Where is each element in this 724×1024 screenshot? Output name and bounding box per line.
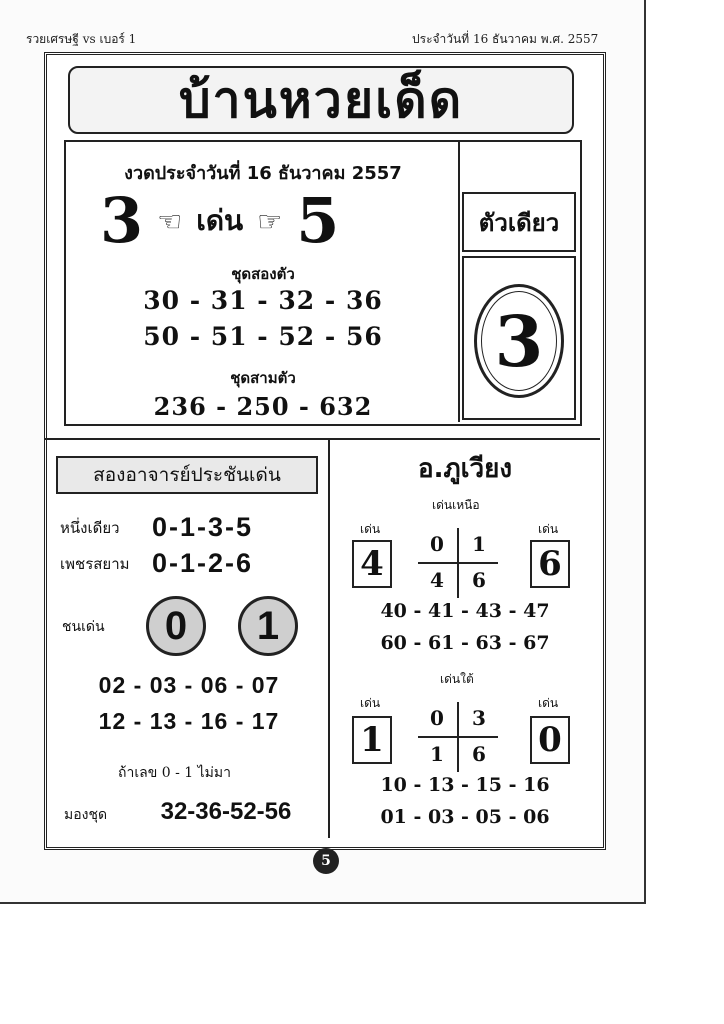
north-grid-cell: 0 [430, 532, 444, 556]
page-number: 5 [313, 848, 339, 874]
watch-set-value: 32-36-52-56 [160, 798, 292, 825]
left-row-1-value: 0-1-3-5 [152, 512, 254, 542]
south-grid-cell: 6 [472, 742, 486, 766]
north-heading: เด่นเหนือ [432, 498, 480, 512]
right-panel-title: อ.ภูเวียง [417, 454, 513, 484]
clash-label: ชนเด่น [62, 619, 105, 635]
left-row-1-label: หนึ่งเดียว [60, 518, 120, 537]
south-grid-cell: 1 [430, 742, 444, 766]
page-title: บ้านหวยเด็ด [178, 70, 464, 129]
two-digit-line-1: 30 - 31 - 32 - 36 [143, 286, 383, 315]
left-row-2-label: เพชรสยาม [60, 554, 130, 573]
left-panel-title-box [56, 456, 318, 494]
section-divider-horizontal [44, 438, 600, 440]
left-row-1 [60, 512, 253, 543]
left-panel-title: สองอาจารย์ประชันเด่น [93, 464, 281, 486]
header-publication: รวยเศรษฐี vs เบอร์ 1 [26, 32, 137, 46]
south-left-label: เด่น [360, 696, 381, 710]
condition-note: ถ้าเลข 0 - 1 ไม่มา [118, 765, 231, 781]
watch-set-label: มองชุด [64, 807, 108, 823]
north-numbers-line-2: 60 - 61 - 63 - 67 [380, 632, 550, 654]
key-numbers-row [100, 184, 430, 257]
south-heading: เด่นใต้ [440, 672, 474, 686]
north-left-label: เด่น [360, 522, 381, 536]
single-digit-box [462, 256, 576, 420]
key-number-left: 3 [100, 184, 144, 257]
south-numbers-line-2: 01 - 03 - 05 - 06 [380, 806, 550, 828]
south-grid-cell: 3 [472, 706, 486, 730]
north-left-key: 4 [352, 540, 392, 588]
north-grid-cell: 4 [430, 568, 444, 592]
north-grid [418, 528, 498, 598]
clash-number-2: 1 [238, 596, 298, 656]
three-digit-line: 236 - 250 - 632 [153, 392, 373, 421]
south-grid [418, 702, 498, 772]
south-right-label: เด่น [538, 696, 559, 710]
north-grid-cell: 1 [472, 532, 486, 556]
north-grid-hline [418, 562, 498, 564]
left-numbers-line-1: 02 - 03 - 06 - 07 [98, 672, 280, 698]
single-digit-label: ตัวเดียว [478, 208, 560, 237]
single-digit-oval [474, 284, 564, 398]
key-label: เด่น [196, 204, 244, 237]
header-date: ประจำวันที่ 16 ธันวาคม พ.ศ. 2557 [412, 32, 599, 46]
three-digit-heading: ชุดสามตัว [230, 369, 296, 387]
key-number-right: 5 [296, 184, 340, 257]
south-left-key: 1 [352, 716, 392, 764]
left-row-2-value: 0-1-2-6 [152, 548, 254, 578]
south-grid-cell: 0 [430, 706, 444, 730]
two-digit-heading: ชุดสองตัว [231, 265, 295, 283]
left-numbers-line-2: 12 - 13 - 16 - 17 [98, 708, 280, 734]
north-right-label: เด่น [538, 522, 559, 536]
pointing-hand-left-icon: ☜ [157, 204, 183, 238]
south-grid-hline [418, 736, 498, 738]
north-right-key: 6 [530, 540, 570, 588]
two-digit-line-2: 50 - 51 - 52 - 56 [143, 322, 383, 351]
left-row-2 [60, 548, 253, 579]
south-numbers-line-1: 10 - 13 - 15 - 16 [380, 774, 550, 796]
north-grid-cell: 6 [472, 568, 486, 592]
south-right-key: 0 [530, 716, 570, 764]
single-digit-label-box [462, 192, 576, 252]
title-box [68, 66, 574, 134]
clash-number-1: 0 [146, 596, 206, 656]
single-digit-number: 3 [481, 291, 557, 391]
draw-date: งวดประจำวันที่ 16 ธันวาคม 2557 [124, 163, 402, 184]
pointing-hand-right-icon: ☞ [257, 204, 283, 238]
north-numbers-line-1: 40 - 41 - 43 - 47 [380, 600, 550, 622]
